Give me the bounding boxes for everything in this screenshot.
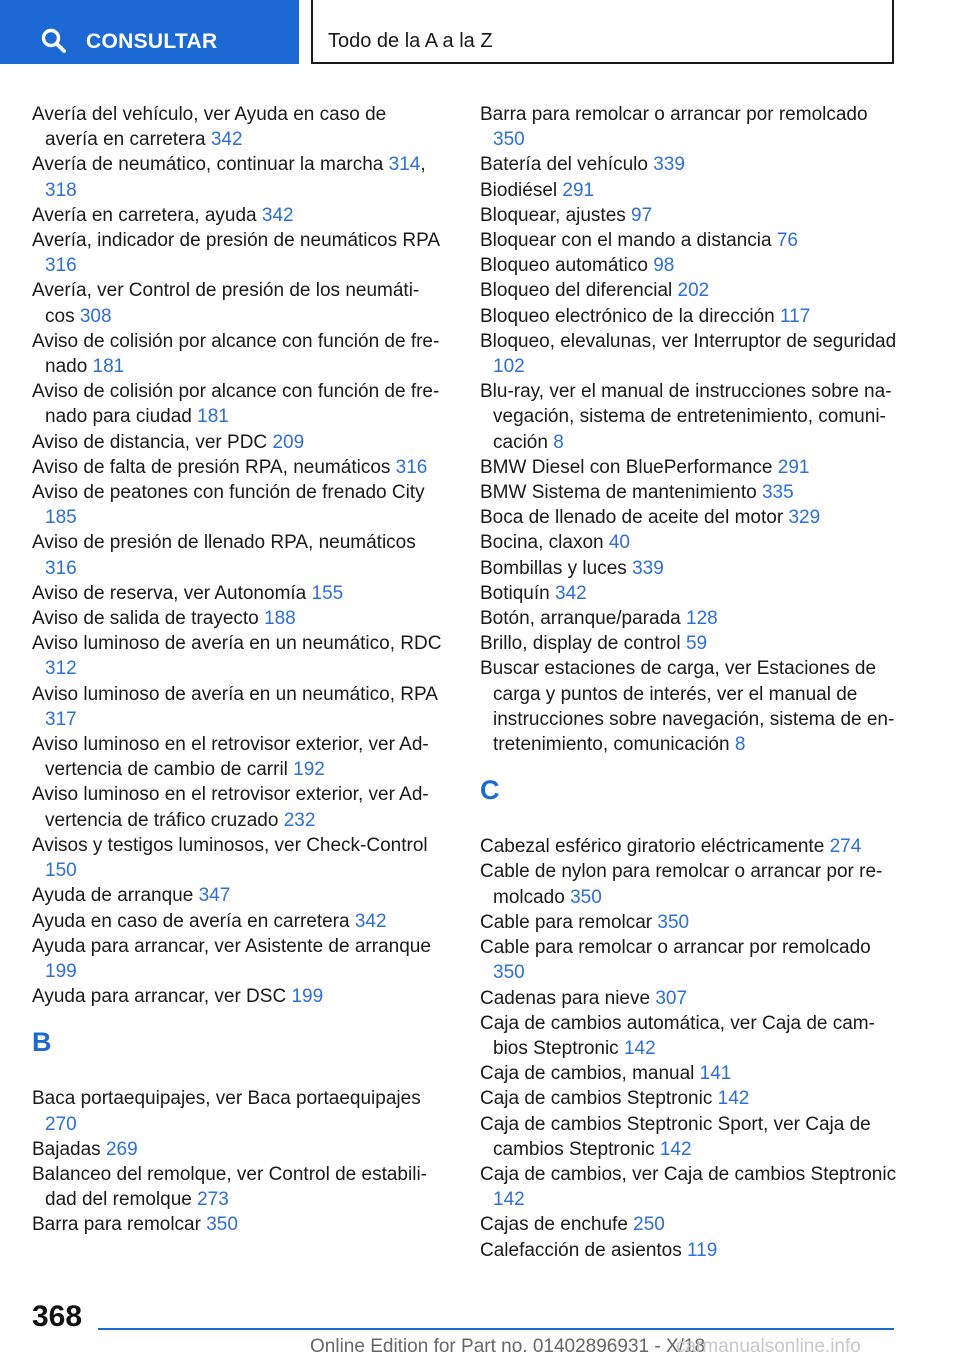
index-entry (32, 682, 442, 732)
page-reference-link[interactable]: 350 (493, 962, 525, 984)
index-entry (480, 859, 900, 909)
index-entry-text: Avería de neumático, continuar la marcha (32, 154, 389, 176)
index-entry-text: Botiquín (480, 582, 555, 604)
left-group-b (32, 1086, 442, 1237)
index-entry (32, 480, 442, 530)
page-reference-link[interactable]: 155 (311, 582, 344, 604)
page-reference-link[interactable]: 350 (493, 129, 525, 151)
index-entry-text: Avería, indicador de presión de neumáticos RPA (32, 230, 439, 252)
index-entry-text: Bloqueo, elevalunas, ver Interruptor de seguridad (480, 330, 897, 352)
page-reference-link[interactable]: 291 (777, 456, 810, 478)
index-entry (480, 1238, 900, 1263)
page-reference-link[interactable]: 339 (632, 557, 664, 579)
page-reference-link[interactable]: 188 (264, 608, 296, 630)
page-reference-link[interactable]: 8 (734, 734, 746, 756)
index-entry (32, 278, 442, 328)
index-entry (32, 1086, 442, 1136)
index-entry (32, 606, 442, 631)
page-reference-link[interactable]: 342 (354, 910, 387, 932)
page-reference-link[interactable]: 312 (45, 658, 77, 680)
index-entry-text: Aviso luminoso en el retrovisor exterior, ver Advertencia de cambio de carril (32, 734, 429, 781)
index-entry (480, 379, 900, 455)
index-entry (32, 909, 442, 934)
index-entry-text: Ayuda para arrancar, ver Asistente de arranque (32, 935, 431, 957)
page-reference-link[interactable]: 181 (92, 356, 125, 378)
index-entry-text: Aviso de salida de trayecto (32, 608, 265, 630)
page-reference-link[interactable]: 150 (45, 860, 77, 882)
index-entry-text: BMW Diesel con BluePerformance (480, 456, 778, 478)
page-reference-link[interactable]: 314 (388, 154, 421, 176)
index-entry (480, 581, 900, 606)
page-reference-link[interactable]: 119 (687, 1239, 718, 1261)
index-entry (480, 455, 900, 480)
index-entry (480, 1212, 900, 1237)
index-entry (32, 455, 442, 480)
index-entry (480, 228, 900, 253)
index-entry-text: Cable de nylon para remolcar o arrancar por remolcado (480, 861, 883, 908)
page-reference-link[interactable]: 142 (493, 1189, 525, 1211)
left-column (32, 102, 442, 1238)
index-entry-text: Cadenas para nieve (480, 987, 656, 1009)
index-entry (32, 1212, 442, 1237)
section-title: Todo de la A a la Z (328, 30, 493, 52)
index-entry (480, 935, 900, 985)
index-entry (32, 203, 442, 228)
index-entry-text: Avería, ver Control de presión de los neumáticos (32, 280, 420, 327)
consultar-tab[interactable] (0, 0, 299, 64)
index-entry-text: Botón, arranque/parada (480, 608, 686, 630)
index-entry (480, 606, 900, 631)
page-reference-link[interactable]: 102 (493, 356, 525, 378)
page-reference-link[interactable]: 347 (198, 885, 231, 907)
index-entry (480, 253, 900, 278)
index-entry-text: Bajadas (32, 1138, 106, 1160)
index-entry-text: Cajas de enchufe (480, 1214, 634, 1236)
index-entry (480, 834, 900, 859)
index-entry-text: Caja de cambios, manual (480, 1063, 700, 1085)
index-entry (32, 581, 442, 606)
page-reference-link[interactable]: 342 (555, 582, 587, 604)
page-reference-link[interactable]: 8 (553, 431, 564, 453)
index-entry-text: Avería del vehículo, ver Ayuda en caso de avería en carretera (32, 104, 387, 151)
index-entry-text: Aviso de colisión por alcance con función de frenado (32, 330, 440, 378)
index-entry-text: Baca portaequipajes, ver Baca portaequipajes (32, 1088, 421, 1110)
page-reference-link[interactable]: 270 (45, 1113, 77, 1135)
page-reference-link[interactable]: 318 (45, 179, 77, 201)
index-entry (32, 102, 442, 152)
index-entry-text: Cabezal esférico giratorio eléctricamente (480, 836, 830, 858)
page-reference-link[interactable]: 142 (659, 1138, 692, 1160)
page-reference-link[interactable]: 128 (686, 608, 718, 630)
page-reference-link[interactable]: 342 (261, 204, 294, 226)
page-reference-link[interactable]: 59 (685, 633, 708, 655)
index-entry (32, 883, 442, 908)
page-reference-link[interactable]: 350 (657, 911, 690, 933)
index-entry (32, 530, 442, 580)
index-entry (32, 1137, 442, 1162)
index-entry-text: Calefacción de asientos (480, 1239, 688, 1261)
index-entry (32, 1162, 442, 1212)
index-entry-text: Ayuda para arrancar, ver DSC (32, 986, 292, 1008)
index-entry (32, 329, 442, 379)
index-entry-text: Aviso de colisión por alcance con función de frenado para ciudad (32, 381, 440, 428)
index-entry-text: Bloqueo electrónico de la dirección (480, 305, 780, 327)
index-entry (480, 505, 900, 530)
page-reference-link[interactable]: 308 (79, 305, 112, 327)
index-entry-text: Batería del vehículo (480, 154, 654, 176)
index-entry (480, 1011, 900, 1061)
page-reference-link[interactable]: 273 (197, 1189, 229, 1211)
index-entry-text: Aviso luminoso de avería en un neumático, RPA (32, 683, 437, 705)
page-reference-link[interactable]: 329 (788, 507, 821, 529)
consultar-tab-label: CONSULTAR (86, 30, 218, 53)
index-entry (480, 1086, 900, 1111)
index-entry (32, 984, 442, 1009)
page-reference-link[interactable]: 40 (608, 532, 630, 554)
index-entry-text: Ayuda en caso de avería en carretera (32, 910, 355, 932)
index-entry-text: Biodiésel (480, 179, 563, 201)
index-entry (32, 833, 442, 883)
page-reference-link[interactable]: 232 (283, 809, 316, 831)
index-entry-text: Aviso luminoso en el retrovisor exterior, ver Advertencia de tráfico cruzado (32, 784, 429, 831)
index-entry (480, 656, 900, 757)
index-entry (32, 430, 442, 455)
page-separator: , (420, 154, 426, 176)
watermark: carmanualsonline.info (676, 1336, 861, 1357)
index-entry-text: Bombillas y luces (480, 557, 633, 579)
index-entry (480, 304, 900, 329)
page-reference-link[interactable]: 98 (653, 255, 675, 277)
page-reference-link[interactable]: 342 (210, 129, 243, 151)
page-reference-link[interactable]: 316 (45, 255, 77, 277)
index-entry-text: Aviso luminoso de avería en un neumático, RDC (32, 633, 442, 655)
index-entry-text: Caja de cambios, ver Caja de cambios Steptronic (480, 1163, 897, 1185)
index-entry-text: Brillo, display de control (480, 633, 686, 655)
index-entry (480, 631, 900, 656)
index-entry-text: BMW Sistema de mantenimiento (480, 482, 762, 504)
right-group-c (480, 834, 900, 1262)
right-group-b (480, 102, 900, 757)
index-entry-text: Bloqueo automático (480, 255, 654, 277)
page-reference-link[interactable]: 335 (761, 482, 794, 504)
index-entry (32, 934, 442, 984)
index-entry (480, 480, 900, 505)
letter-heading-b: B (32, 1027, 52, 1058)
index-entry-text: Aviso de presión de llenado RPA, neumáticos (32, 532, 416, 554)
page-reference-link[interactable]: 316 (395, 456, 428, 478)
page-reference-link[interactable]: 199 (291, 986, 324, 1008)
page-reference-link[interactable]: 274 (829, 836, 862, 858)
index-entry-text: Cable para remolcar o arrancar por remolcado (480, 937, 871, 959)
index-entry (32, 631, 442, 681)
left-group-a (32, 102, 442, 1009)
page-reference-link[interactable]: 141 (699, 1063, 732, 1085)
page-reference-link[interactable]: 350 (206, 1214, 238, 1236)
index-entry-text: Bocina, claxon (480, 532, 609, 554)
index-entry (480, 530, 900, 555)
page-reference-link[interactable]: 316 (45, 557, 77, 579)
index-entry (32, 732, 442, 782)
page-reference-link[interactable]: 199 (45, 960, 77, 982)
index-entry-text: Aviso de falta de presión RPA, neumáticos (32, 456, 396, 478)
page-reference-link[interactable]: 350 (570, 886, 602, 908)
index-entry (480, 152, 900, 177)
index-entry-text: Balanceo del remolque, ver Control de estabilidad del remolque (32, 1163, 427, 1211)
page-reference-link[interactable]: 250 (633, 1214, 665, 1236)
index-entry (480, 278, 900, 303)
page-reference-link[interactable]: 181 (197, 406, 229, 428)
page-reference-link[interactable]: 192 (293, 759, 325, 781)
letter-heading-c: C (480, 775, 500, 806)
search-icon (40, 27, 68, 55)
page-reference-link[interactable]: 97 (631, 204, 653, 226)
index-entry-text: Caja de cambios Steptronic Sport, ver Caja de cambios Steptronic (480, 1113, 871, 1160)
page-reference-link[interactable]: 185 (45, 507, 77, 529)
index-entry (32, 782, 442, 832)
index-entry (480, 910, 900, 935)
page-reference-link[interactable]: 291 (562, 179, 595, 201)
page-reference-link[interactable]: 117 (779, 305, 811, 327)
index-entry (32, 228, 442, 278)
page-reference-link[interactable]: 307 (655, 987, 688, 1009)
index-entry (480, 102, 900, 152)
index-entry (480, 1162, 900, 1212)
page-number: 368 (32, 1300, 83, 1333)
page-reference-link[interactable]: 142 (623, 1037, 656, 1059)
index-entry (480, 556, 900, 581)
page-reference-link[interactable]: 317 (45, 708, 77, 730)
index-entry-text: Cable para remolcar (480, 911, 658, 933)
section-title-box (311, 0, 894, 64)
index-entry-text: Bloquear con el mando a distancia (480, 230, 777, 252)
index-entry-text: Aviso de peatones con función de frenado City (32, 482, 425, 504)
index-entry (32, 152, 442, 202)
footer-divider (98, 1328, 894, 1330)
edition-text: Online Edition for Part no. 01402896931 - X/18 (310, 1336, 706, 1357)
page-reference-link[interactable]: 142 (717, 1088, 750, 1110)
index-entry-text: Aviso de reserva, ver Autonomía (32, 582, 312, 604)
index-entry (480, 203, 900, 228)
index-entry-text: Bloqueo del diferencial (480, 280, 678, 302)
index-entry-text: Boca de llenado de aceite del motor (480, 507, 789, 529)
index-entry (480, 178, 900, 203)
page-reference-link[interactable]: 202 (677, 280, 710, 302)
right-column (480, 102, 900, 1263)
page-reference-link[interactable]: 76 (776, 230, 798, 252)
index-entry-text: Ayuda de arranque (32, 885, 199, 907)
index-entry (480, 986, 900, 1011)
index-entry-text: Caja de cambios Steptronic (480, 1088, 718, 1110)
index-entry-text: Blu-ray, ver el manual de instrucciones sobre navegación, sistema de entretenimiento, comunicación (480, 381, 892, 453)
index-entry-text: Barra para remolcar o arrancar por remolcado (480, 104, 868, 125)
index-entry-text: Avisos y testigos luminosos, ver Check-Control (32, 834, 428, 856)
index-entry-text: Barra para remolcar (32, 1214, 207, 1236)
page-reference-link[interactable]: 209 (272, 431, 305, 453)
page-reference-link[interactable]: 269 (105, 1138, 138, 1160)
index-entry-text: Bloquear, ajustes (480, 204, 632, 226)
index-entry (32, 379, 442, 429)
index-entry-text: Buscar estaciones de carga, ver Estaciones de carga y puntos de interés, ver el manual de instrucciones sobre navegación, sistema de entretenimiento, comunicación (480, 658, 895, 756)
index-entry (480, 1112, 900, 1162)
index-entry-text: Caja de cambios automática, ver Caja de cambios Steptronic (480, 1012, 875, 1059)
index-entry-text: Avería en carretera, ayuda (32, 204, 262, 226)
index-entry (480, 1061, 900, 1086)
index-entry (480, 329, 900, 379)
page-reference-link[interactable]: 339 (653, 154, 685, 176)
index-entry-text: Aviso de distancia, ver PDC (32, 431, 273, 453)
